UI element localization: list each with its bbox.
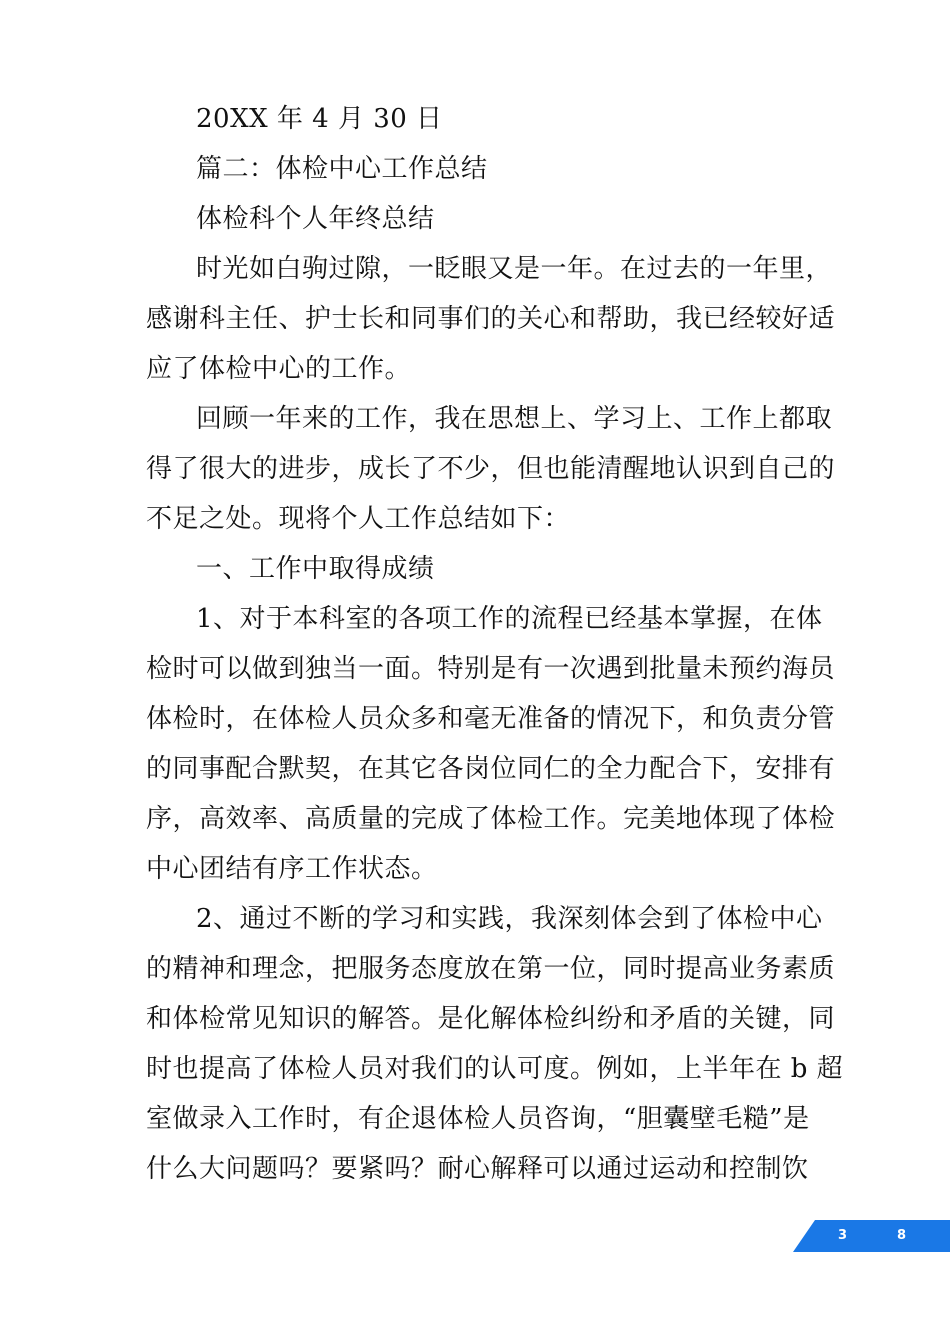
document-title: 体检科个人年终总结 xyxy=(196,204,435,234)
subsection-heading: 一、工作中取得成绩 xyxy=(196,554,435,584)
page-total: 8 xyxy=(897,1228,907,1243)
section-heading: 篇二：体检中心工作总结 xyxy=(196,154,488,184)
paragraph-line: 1、对于本科室的各项工作的流程已经基本掌握，在体 xyxy=(196,604,823,634)
paragraph-line: 2、通过不断的学习和实践，我深刻体会到了体检中心 xyxy=(196,904,823,934)
paragraph-line: 的精神和理念，把服务态度放在第一位，同时提高业务素质 xyxy=(146,954,836,984)
page-current: 3 xyxy=(838,1228,848,1243)
paragraph-line: 体检时，在体检人员众多和毫无准备的情况下，和负责分管 xyxy=(146,704,836,734)
paragraph-line: 应了体检中心的工作。 xyxy=(146,354,412,384)
paragraph-line: 的同事配合默契，在其它各岗位同仁的全力配合下，安排有 xyxy=(146,754,836,784)
paragraph-line: 和体检常见知识的解答。是化解体检纠纷和矛盾的关键，同 xyxy=(146,1004,836,1034)
paragraph-line: 感谢科主任、护士长和同事们的关心和帮助，我已经较好适 xyxy=(146,304,836,334)
page-number-tab xyxy=(793,1220,950,1252)
paragraph-line: 什么大问题吗？要紧吗？耐心解释可以通过运动和控制饮 xyxy=(146,1154,809,1184)
paragraph-line: 中心团结有序工作状态。 xyxy=(146,854,438,884)
paragraph-line: 序，高效率、高质量的完成了体检工作。完美地体现了体检 xyxy=(146,804,836,834)
paragraph-line: 室做录入工作时，有企退体检人员咨询，“胆囊壁毛糙”是 xyxy=(146,1104,810,1134)
paragraph-line: 检时可以做到独当一面。特别是有一次遇到批量未预约海员 xyxy=(146,654,836,684)
date-line: 20XX 年 4 月 30 日 xyxy=(196,104,443,134)
paragraph-line: 得了很大的进步，成长了不少，但也能清醒地认识到自己的 xyxy=(146,454,836,484)
paragraph-line: 时光如白驹过隙，一眨眼又是一年。在过去的一年里， xyxy=(196,254,833,284)
paragraph-line: 时也提高了体检人员对我们的认可度。例如，上半年在 b 超 xyxy=(146,1054,844,1084)
paragraph-line: 不足之处。现将个人工作总结如下： xyxy=(146,504,571,534)
paragraph-line: 回顾一年来的工作，我在思想上、学习上、工作上都取 xyxy=(196,404,833,434)
